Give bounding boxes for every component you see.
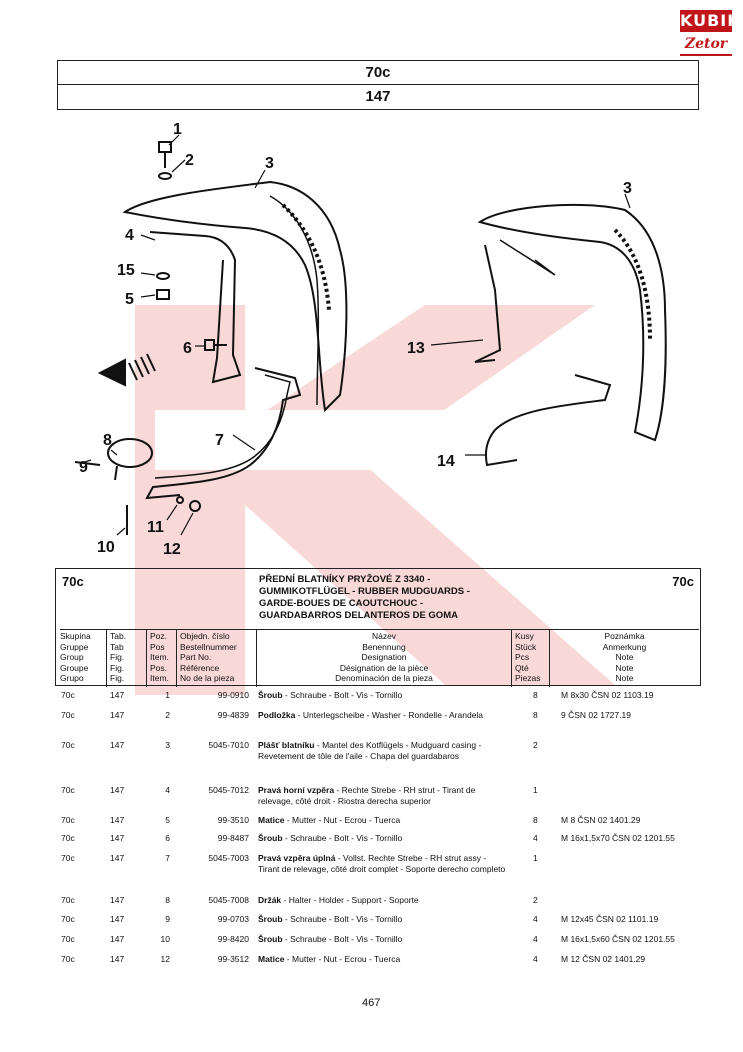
callout-5: 5: [125, 291, 134, 308]
washer-15: [157, 273, 169, 279]
table-group-right: 70c: [672, 574, 694, 589]
callout-11: 11: [147, 519, 164, 536]
nut-5: [157, 290, 169, 299]
callout-14: 14: [437, 453, 455, 470]
strut-14: [486, 375, 610, 465]
title-line: PŘEDNÍ BLATNÍKY PRYŽOVÉ Z 3340 -: [259, 574, 431, 585]
title-line: GUARDABARROS DELANTEROS DE GOMA: [259, 610, 458, 621]
col-header-order-number: Objedn. číslo Bestellnummer Part No. Référence No de la pieza: [176, 629, 256, 687]
logo-kubik-text: KUBIK: [680, 11, 741, 30]
logo-zetor-text: Zetor: [680, 32, 732, 56]
callout-6: 6: [183, 340, 192, 357]
title-line: GARDE-BOUES DE CAOUTCHOUC -: [259, 598, 424, 609]
callout-3-right: 3: [623, 180, 632, 197]
group-code: 70c: [58, 61, 698, 85]
dealer-logo: [680, 10, 741, 60]
table-group-left: 70c: [62, 574, 84, 589]
parts-table-header: [55, 568, 701, 686]
callout-7: 7: [215, 432, 224, 449]
exploded-parts-diagram: [55, 110, 705, 565]
callout-4: 4: [125, 227, 134, 244]
col-header-note: Poznámka Anmerkung Note Note Note: [549, 629, 699, 687]
page-header-box: [57, 60, 699, 110]
direction-arrow: [100, 354, 155, 385]
callout-1: 1: [173, 121, 182, 138]
callout-13: 13: [407, 340, 425, 357]
col-header-tab: Tab. Tab Fig. Fig. Fig.: [106, 629, 146, 687]
callout-8: 8: [103, 432, 112, 449]
bolt-1: [159, 142, 171, 152]
nut-12: [190, 501, 200, 511]
table-title: [259, 574, 470, 622]
washer-11: [177, 497, 183, 503]
callout-3-left: 3: [265, 155, 274, 172]
title-line: GUMMIKOTFLÜGEL - RUBBER MUDGUARDS -: [259, 586, 470, 597]
washer-2: [159, 173, 171, 179]
col-header-pos: Poz. Pos Item. Pos. Item.: [146, 629, 176, 687]
callout-15: 15: [117, 262, 135, 279]
col-header-group: Skupina Gruppe Group Groupe Grupo: [60, 629, 106, 687]
upper-strut-4: [150, 232, 240, 382]
strut-13: [475, 245, 500, 362]
col-header-name: Název Benennung Designation Désignation de la pièce Denominación de la pieza: [256, 629, 511, 687]
page-number: 467: [362, 997, 381, 1009]
callout-9: 9: [79, 459, 88, 476]
callout-10: 10: [97, 539, 115, 556]
bolt-6: [205, 340, 214, 350]
col-header-quantity: Kusy Stück Pcs Qté Piezas: [511, 629, 549, 687]
callout-2: 2: [185, 152, 194, 169]
callout-12: 12: [163, 541, 181, 558]
table-number: 147: [365, 88, 391, 105]
